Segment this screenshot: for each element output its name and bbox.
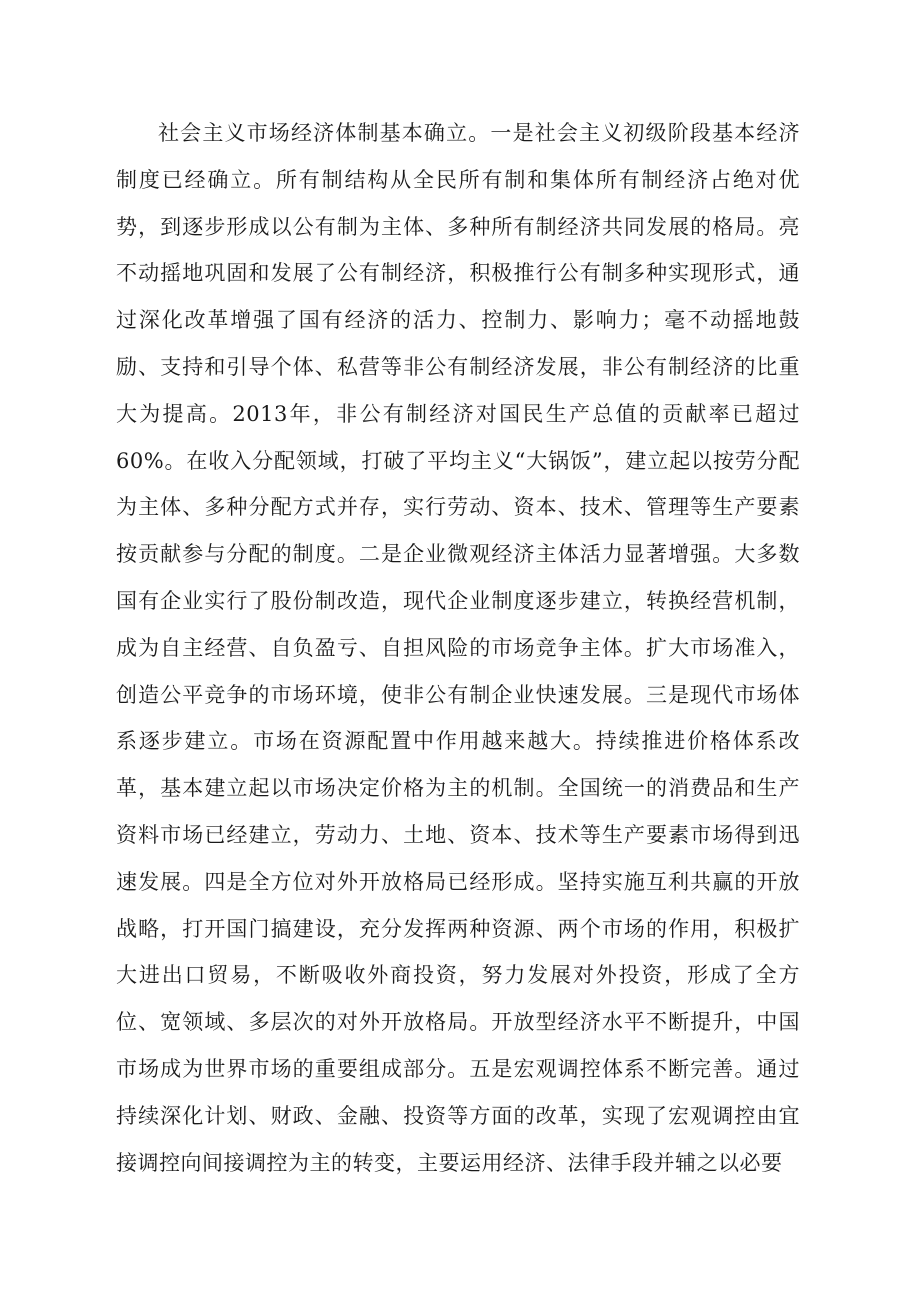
body-paragraph: 社会主义市场经济体制基本确立。一是社会主义初级阶段基本经济制度已经确立。所有制结构从全民所有制和集体所有制经济占绝对优势，到逐步形成以公有制为主体、多种所有制经济共同发展的格局。亮不动摇地巩固和发展了公有制经济，积极推行公有制多种实现形式，通过深化改革增强了国有经济的活力、控制力、影响力；毫不动摇地鼓励、支持和引导个体、私营等非公有制经济发展，非公有制经济的比重大为提高。2013年，非公有制经济对国民生产总值的贡献率已超过60%。在收入分配领域，打破了平均主义“大锅饭”，建立起以按劳分配为主体、多种分配方式并存，实行劳动、资本、技术、管理等生产要素按贡献参与分配的制度。二是企业微观经济主体活力显著增强。大多数国有企业实行了股份制改造，现代企业制度逐步建立，转换经营机制，成为自主经营、自负盈亏、自担风险的市场竞争主体。扩大市场准入，创造公平竞争的市场环境，使非公有制企业快速发展。三是现代市场体系逐步建立。市场在资源配置中作用越来越大。持续推进价格体系改革，基本建立起以市场决定价格为主的机制。全国统一的消费品和生产资料市场已经建立，劳动力、土地、资本、技术等生产要素市场得到迅速发展。四是全方位对外开放格局已经形成。坚持实施互利共赢的开放战略，打开国门搞建设，充分发挥两种资源、两个市场的作用，积极扩大进出口贸易，不断吸收外商投资，努力发展对外投资，形成了全方位、宽领域、多层次的对外开放格局。开放型经济水平不断提升，中国市场成为世界市场的重要组成部分。五是宏观调控体系不断完善。通过持续深化计划、财政、金融、投资等方面的改革，实现了宏观调控由宜接调控向间接调控为主的转变，主要运用经济、法律手段并辅之以必要	[116, 121, 800, 1175]
